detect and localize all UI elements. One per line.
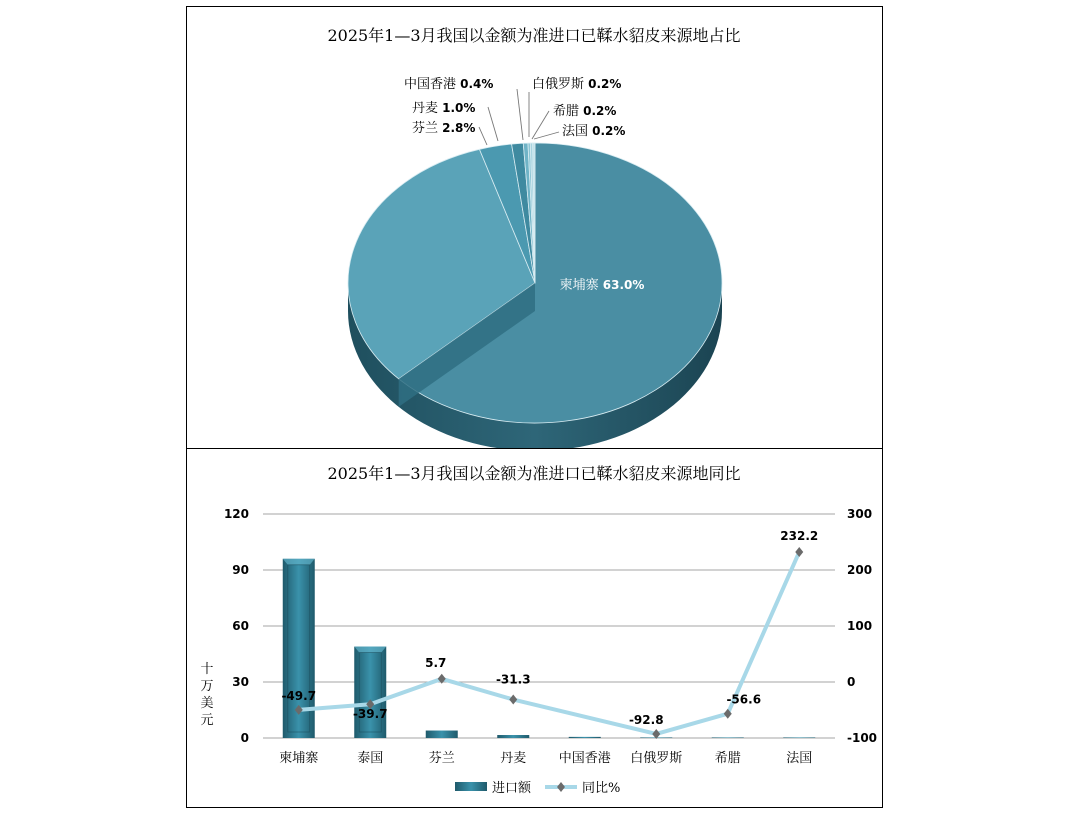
y-tick-label: 60 [232, 619, 249, 633]
y2-tick-label: 300 [847, 507, 873, 521]
pie-chart [187, 7, 882, 449]
y-axis-label-char: 美 [200, 696, 214, 711]
bar-title: 2025年1—3月我国以金额为准进口已鞣水貂皮来源地同比 [327, 464, 741, 483]
bar-bevel-top [354, 647, 386, 653]
legend-bar-swatch [455, 782, 487, 791]
y-axis-label-char: 万 [200, 679, 214, 694]
bar-8 [783, 737, 815, 738]
y-tick-label: 30 [232, 675, 249, 689]
pie-leader-4 [488, 107, 498, 141]
legend-line-marker [557, 782, 565, 792]
x-tick-label: 泰国 [357, 751, 384, 766]
line-data-label-4: -31.3 [495, 672, 531, 687]
line-data-label-7: -56.6 [726, 692, 762, 707]
x-tick-label: 芬兰 [428, 751, 455, 766]
x-tick-label: 法国 [786, 751, 813, 766]
line-data-label-1: -49.7 [281, 688, 317, 703]
y2-tick-label: 200 [847, 563, 873, 577]
pie-leader-7 [532, 111, 549, 139]
legend-line-label: 同比% [582, 781, 621, 796]
pie-label-1: 柬埔寨 63.0% [559, 278, 645, 293]
bar-chart-panel [186, 448, 883, 808]
x-tick-label: 丹麦 [500, 751, 527, 766]
line-marker-4 [509, 695, 517, 705]
bar-line-chart [187, 449, 882, 807]
x-tick-label: 白俄罗斯 [630, 751, 683, 766]
y-tick-label: 90 [232, 563, 249, 577]
line-data-label-6: -92.8 [628, 712, 664, 727]
x-tick-label: 柬埔寨 [279, 751, 319, 766]
x-tick-label: 中国香港 [558, 751, 611, 766]
line-data-label-2: -39.7 [352, 707, 388, 722]
bar-5 [569, 737, 601, 738]
pie-title: 2025年1—3月我国以金额为准进口已鞣水貂皮来源地占比 [327, 26, 741, 45]
bar-bevel-top [283, 559, 315, 565]
y2-tick-label: -100 [847, 731, 878, 745]
y2-tick-label: 0 [847, 675, 856, 689]
pie-label-5: 中国香港 0.4% [404, 77, 494, 92]
y2-tick-label: 100 [847, 619, 873, 633]
y-axis-label-char: 元 [200, 713, 214, 728]
pie-leader-5 [517, 89, 523, 140]
y-tick-label: 120 [223, 507, 249, 521]
bar-3 [426, 731, 458, 738]
pie-label-4: 丹麦 1.0% [412, 101, 476, 116]
pie-label-8: 法国 0.2% [562, 124, 626, 139]
y-axis-label-char: 十 [200, 662, 214, 677]
y-tick-label: 0 [240, 731, 249, 745]
pie-label-3: 芬兰 2.8% [412, 121, 476, 136]
pie-label-2: 泰国 32.2% [264, 233, 336, 248]
bar-7 [712, 737, 744, 738]
pie-chart-panel [186, 6, 883, 448]
line-data-label-3: 5.7 [425, 655, 447, 670]
bar-4 [497, 735, 529, 738]
line-data-label-8: 232.2 [780, 528, 819, 543]
pie-leader-8 [534, 132, 559, 139]
pie-leader-3 [479, 127, 487, 145]
legend-bar-label: 进口额 [492, 781, 532, 796]
pie-label-7: 希腊 0.2% [553, 104, 617, 119]
x-tick-label: 希腊 [714, 751, 741, 766]
pie-label-6: 白俄罗斯 0.2% [532, 77, 622, 92]
